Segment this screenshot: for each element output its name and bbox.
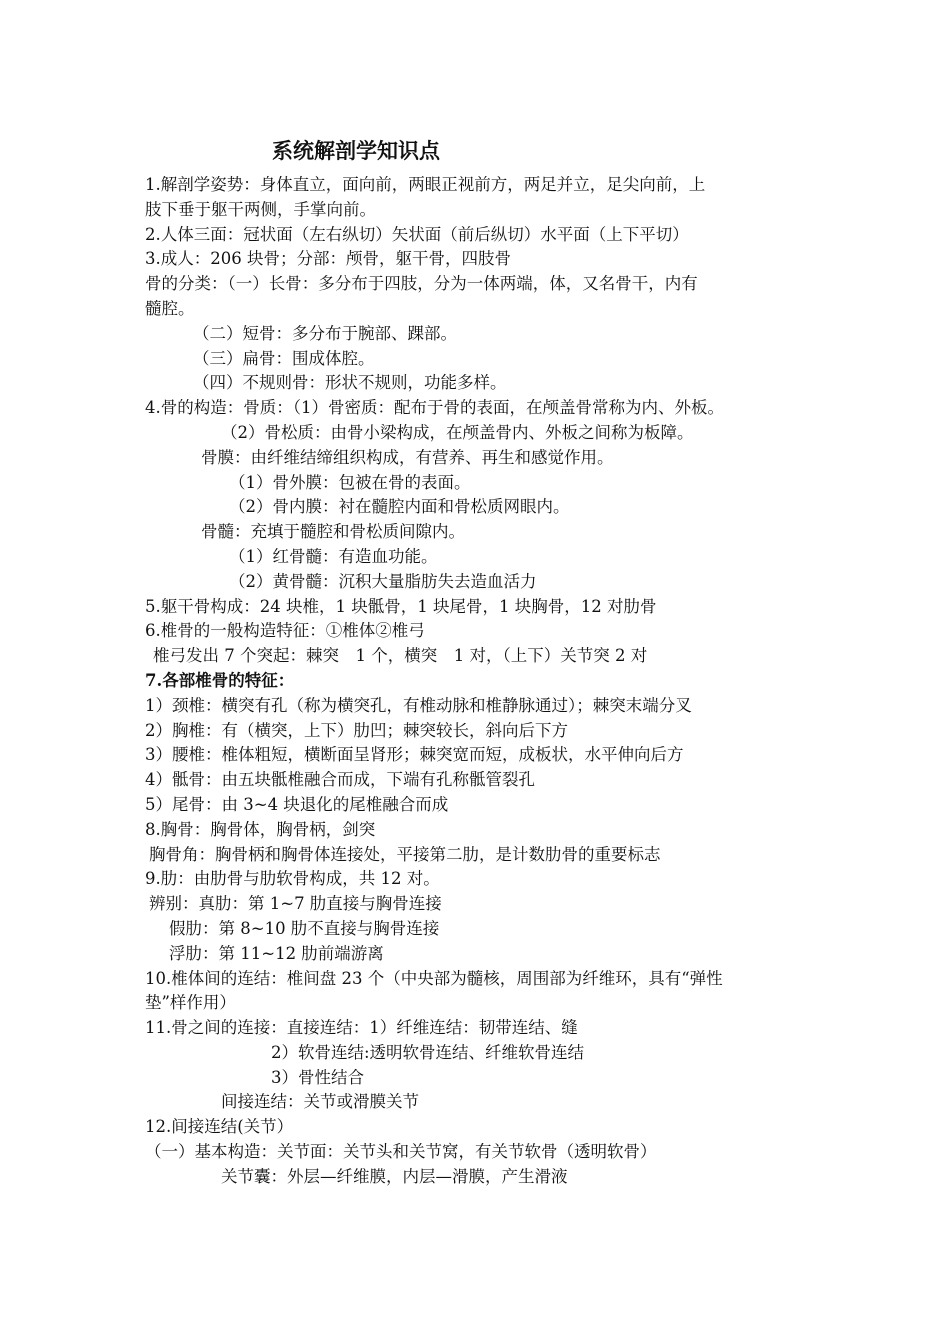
text-line: 12.间接连结(关节） [145,1117,294,1137]
text-line: 垫”样作用） [145,993,236,1013]
text-line: （2）黄骨髓：沉积大量脂肪失去造血活力 [229,571,537,591]
text-line: 2）软骨连结:透明软骨连结、纤维软骨连结 [271,1042,585,1062]
text-line: 胸骨角：胸骨柄和胸骨体连接处，平接第二肋，是计数肋骨的重要标志 [149,844,661,864]
text-line: （一）基本构造：关节面：关节头和关节窝，有关节软骨（透明软骨） [145,1142,657,1162]
text-line: （1）红骨髓：有造血功能。 [229,546,438,566]
text-line: 5.躯干骨构成：24 块椎，1 块骶骨，1 块尾骨，1 块胸骨，12 对肋骨 [145,596,657,616]
document-body [145,173,825,1190]
text-line: 2.人体三面：冠状面（左右纵切）矢状面（前后纵切）水平面（上下平切） [145,224,689,244]
text-line: 骨膜：由纤维结缔组织构成，有营养、再生和感觉作用。 [201,447,614,467]
text-line: 间接连结：关节或滑膜关节 [221,1092,419,1112]
text-line: 3.成人：206 块骨；分部：颅骨，躯干骨，四肢骨 [145,249,511,269]
text-line: 11.骨之间的连接：直接连结：1）纤维连结：韧带连结、缝 [145,1018,578,1038]
text-line: 浮肋：第 11~12 肋前端游离 [169,943,384,963]
text-line: 7.各部椎骨的特征： [145,670,295,690]
text-line: （四）不规则骨：形状不规则，功能多样。 [193,373,507,393]
text-line: 髓腔。 [145,298,195,318]
text-line: 6.椎骨的一般构造特征：①椎体②椎弓 [145,621,425,641]
text-line: （二）短骨：多分布于腕部、踝部。 [193,323,457,343]
text-line: 假肋：第 8~10 肋不直接与胸骨连接 [169,918,440,938]
text-line: 4）骶骨：由五块骶椎融合而成，下端有孔称骶管裂孔 [145,770,535,790]
text-line: 3）腰椎：椎体粗短，横断面呈肾形；棘突宽而短，成板状，水平伸向后方 [145,745,684,765]
text-line: 10.椎体间的连结：椎间盘 23 个（中央部为髓核，周围部为纤维环，具有“弹性 [145,968,723,988]
text-line: （三）扁骨：围成体腔。 [193,348,375,368]
text-line: 2）胸椎：有（横突，上下）肋凹；棘突较长，斜向后下方 [145,720,568,740]
text-line: 椎弓发出 7 个突起：棘突 1 个，横突 1 对，（上下）关节突 2 对 [153,646,648,666]
text-line: 骨髓：充填于髓腔和骨松质间隙内。 [201,522,465,542]
text-line: 关节囊：外层—纤维膜，内层—滑膜，产生滑液 [221,1166,568,1186]
text-line: 辨别：真肋：第 1~7 肋直接与胸骨连接 [149,894,442,914]
text-line: （1）骨外膜：包被在骨的表面。 [229,472,471,492]
text-line: 4.骨的构造：骨质：（1）骨密质：配布于骨的表面，在颅盖骨常称为内、外板。 [145,398,724,418]
page-title: 系统解剖学知识点 [272,139,440,163]
text-line: （2）骨内膜：衬在髓腔内面和骨松质网眼内。 [229,497,570,517]
text-line: 1.解剖学姿势：身体直立，面向前，两眼正视前方，两足并立，足尖向前，上 [145,175,706,194]
text-line: 肢下垂于躯干两侧，手掌向前。 [145,199,376,219]
text-line: 8.胸骨：胸骨体，胸骨柄，剑突 [145,819,376,839]
text-line: 5）尾骨：由 3~4 块退化的尾椎融合而成 [145,794,449,814]
text-line: 1）颈椎：横突有孔（称为横突孔，有椎动脉和椎静脉通过）；棘突末端分叉 [145,695,692,715]
text-line: 9.肋：由肋骨与肋软骨构成，共 12 对。 [145,869,440,889]
text-line: 骨的分类：（一）长骨：多分布于四肢，分为一体两端，体，又名骨干，内有 [145,274,698,294]
text-line: 3）骨性结合 [271,1067,364,1087]
text-line: （2）骨松质：由骨小梁构成，在颅盖骨内、外板之间称为板障。 [221,422,694,442]
